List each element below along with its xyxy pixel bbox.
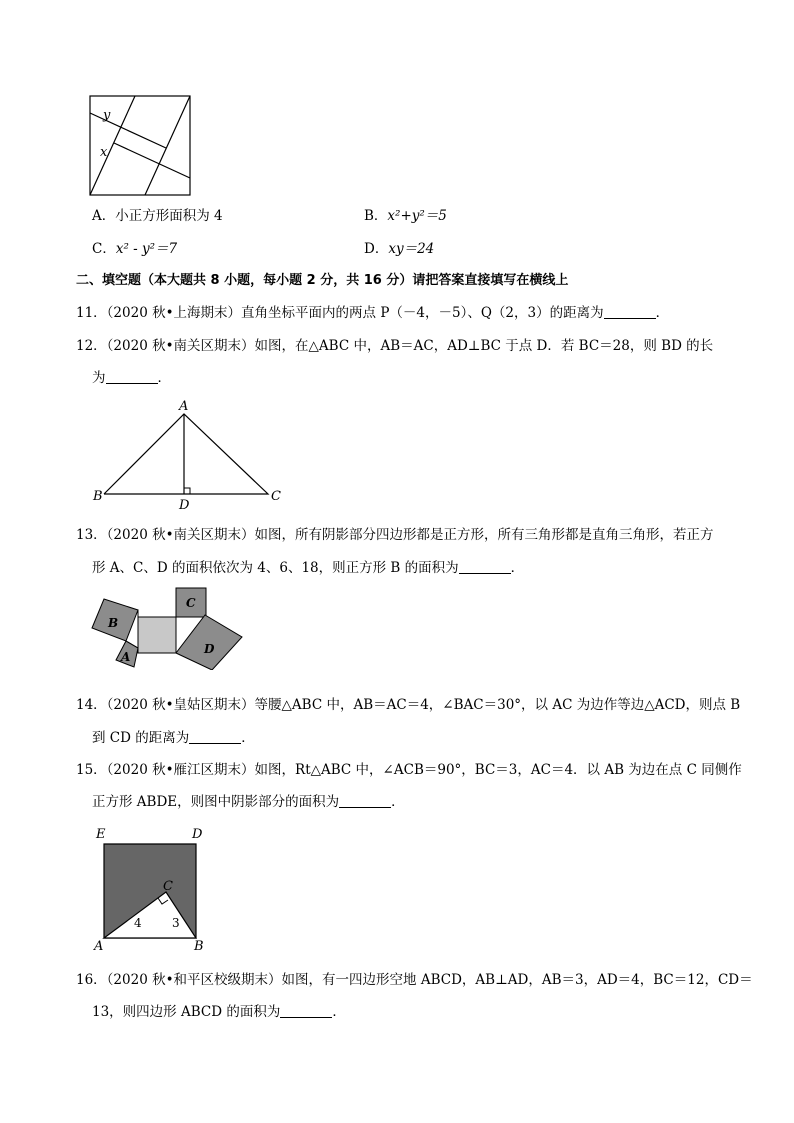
triangle-abc — [104, 414, 268, 494]
option-d-expr: xy＝24 — [388, 241, 435, 257]
label-C: C — [163, 879, 173, 894]
option-c-prefix: C． — [92, 241, 116, 257]
q13-text: 形 A、C、D 的面积依次为 4、6、18，则正方形 B 的面积为 — [92, 560, 459, 576]
label-A: A — [179, 399, 189, 414]
q13-answer-blank[interactable] — [459, 559, 511, 574]
label-D: D — [179, 498, 190, 512]
option-b-expr: x²+y²＝5 — [387, 208, 447, 224]
q14-answer-blank[interactable] — [189, 729, 241, 744]
q11-text: 11．（2020 秋•上海期末）直角坐标平面内的两点 P（－4，－5）、Q（2，3）的距离为 — [76, 305, 604, 321]
label-C: C — [186, 596, 196, 610]
option-a: A．小正方形面积为 4 — [92, 208, 223, 224]
q16-answer-blank[interactable] — [280, 1003, 332, 1018]
question-15-line1: 15．（2020 秋•雁江区期末）如图，Rt△ABC 中，∠ACB＝90°，BC＝3，AC＝4．以 AB 为边在点 C 同侧作 — [76, 762, 742, 778]
figure-q15-square — [90, 824, 214, 954]
option-d — [364, 239, 434, 259]
question-16-line2 — [92, 1002, 346, 1022]
question-15-line2 — [92, 792, 405, 812]
figure-q13-squares — [90, 586, 250, 670]
figure-q12-triangle — [90, 396, 290, 512]
q12-period: ． — [157, 370, 171, 386]
question-14-line1: 14．（2020 秋•皇姑区期末）等腰△ABC 中，AB＝AC＝4，∠BAC＝30°，以 AC 为边作等边△ACD，则点 B — [76, 697, 741, 713]
q11-answer-blank[interactable] — [604, 304, 656, 319]
label-D: D — [192, 827, 203, 842]
label-E: E — [96, 827, 106, 842]
label-x: x — [100, 145, 108, 160]
q13-period: ． — [510, 560, 525, 576]
option-d-prefix: D． — [364, 241, 389, 257]
option-b — [364, 206, 447, 226]
label-B: B — [93, 489, 103, 504]
line-3 — [114, 143, 190, 178]
label-y: y — [103, 108, 111, 123]
q16-text: 13，则四边形 ABCD 的面积为 — [92, 1004, 281, 1020]
q14-period: ． — [241, 730, 255, 746]
question-13-line2 — [92, 558, 524, 578]
label-3: 3 — [172, 916, 180, 930]
q16-period: ． — [332, 1004, 346, 1020]
label-4: 4 — [134, 916, 142, 930]
figure-q10-square — [88, 94, 194, 198]
option-c-expr: x² - y²＝7 — [115, 241, 178, 257]
q12-answer-blank[interactable] — [106, 369, 158, 384]
label-A: A — [121, 650, 131, 664]
line-1 — [90, 96, 135, 195]
q15-period: ． — [391, 794, 405, 810]
q11-period: ． — [655, 305, 670, 321]
question-12-line2 — [92, 368, 171, 388]
option-b-prefix: B． — [364, 208, 388, 224]
label-D: D — [204, 642, 215, 656]
option-c — [92, 239, 177, 259]
line-4 — [90, 113, 166, 148]
question-12-line1: 12．（2020 秋•南关区期末）如图，在△ABC 中，AB＝AC，AD⊥BC 于点 D．若 BC＝28，则 BD 的长 — [76, 338, 714, 354]
q15-text: 正方形 ABDE，则图中阴影部分的面积为 — [92, 794, 340, 810]
q15-answer-blank[interactable] — [339, 793, 391, 808]
line-2 — [145, 96, 190, 195]
question-16-line1: 16．（2020 秋•和平区校级期末）如图，有一四边形空地 ABCD，AB⊥AD，AB＝3，AD＝4，BC＝12，CD＝ — [76, 972, 753, 988]
section-heading: 二、填空题（本大题共 8 小题，每小题 2 分，共 16 分）请把答案直接填写在横线上 — [76, 273, 569, 288]
label-B: B — [194, 939, 204, 954]
middle-square — [138, 617, 176, 653]
label-B: B — [108, 616, 119, 630]
question-14-line2 — [92, 728, 255, 748]
label-A: A — [94, 939, 104, 954]
label-C: C — [271, 489, 281, 504]
question-13-line1: 13．（2020 秋•南关区期末）如图，所有阴影部分四边形都是正方形，所有三角形都是直角三角形，若正方 — [76, 527, 714, 543]
q12-text: 为 — [92, 370, 106, 386]
q14-text: 到 CD 的距离为 — [92, 730, 190, 746]
right-angle-mark — [184, 488, 190, 494]
question-11 — [76, 303, 669, 323]
